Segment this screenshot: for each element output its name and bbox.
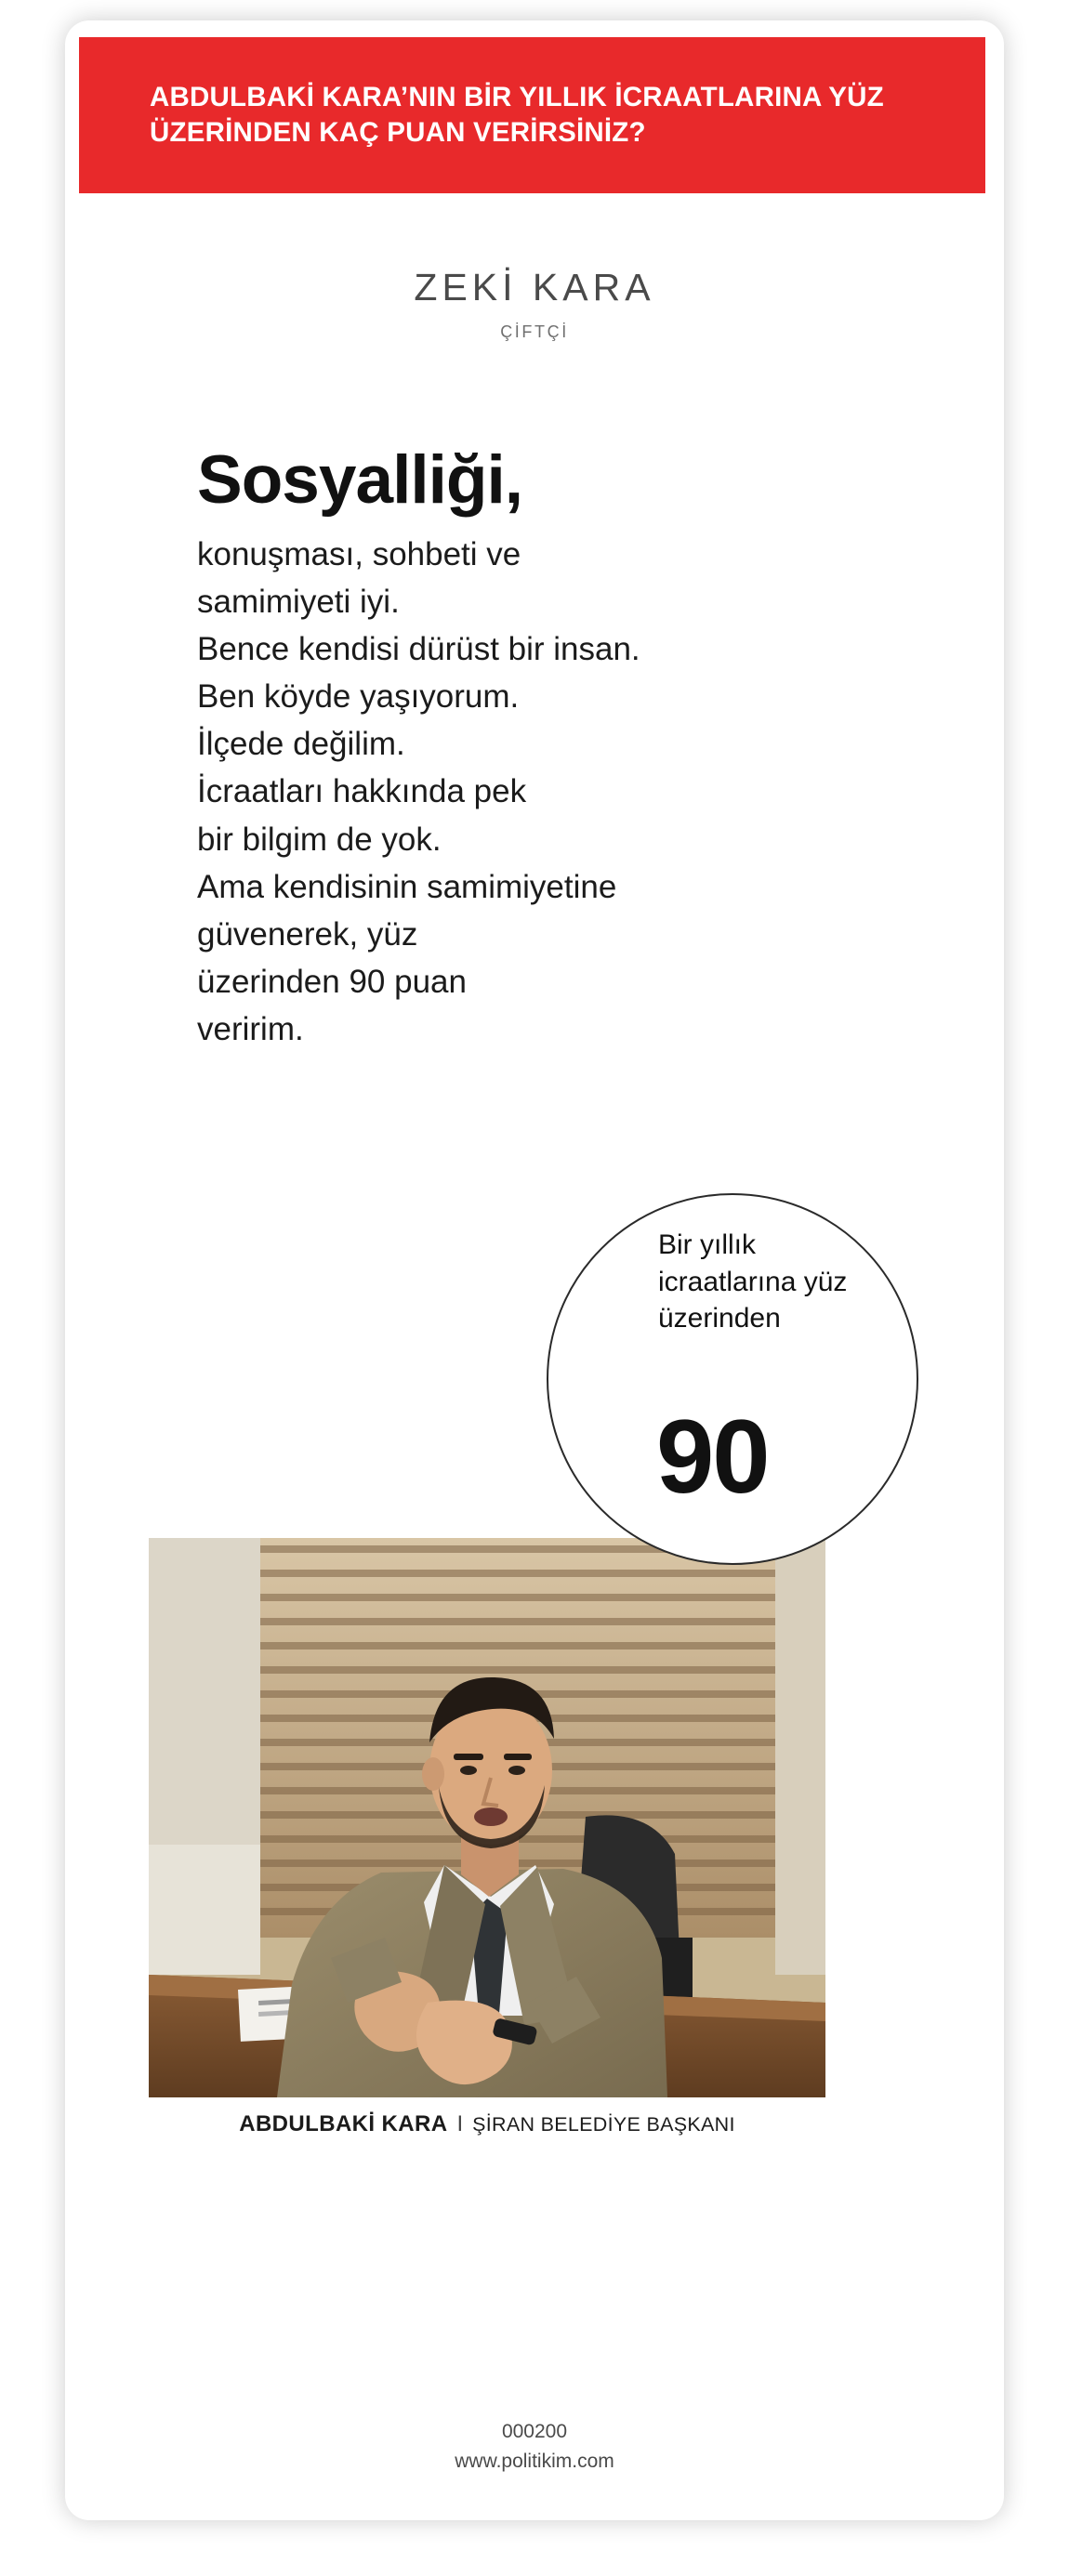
quote-lead: Sosyalliği, [197, 442, 523, 518]
quote-line: İcraatları hakkında pek [197, 773, 527, 810]
score-label: Bir yıllık icraatlarına yüz üzerinden [658, 1229, 848, 1334]
politician-photo [149, 1538, 825, 2097]
question-banner-text: ABDULBAKİ KARA’NIN BİR YILLIK İCRAATLARINA YÜZ ÜZERİNDEN KAÇ PUAN VERİRSİNİZ? [150, 82, 884, 148]
score-value: 90 [656, 1399, 769, 1515]
photo-caption [149, 2111, 825, 2137]
quote-line: Ben köyde yaşıyorum. [197, 678, 520, 716]
photo-caption-title: ŞİRAN BELEDİYE BAŞKANI [472, 2113, 735, 2136]
quote-line: konuşması, sohbeti ve [197, 536, 521, 572]
photo-caption-name: ABDULBAKİ KARA [239, 2111, 448, 2136]
quote-line: samimiyeti iyi. [197, 584, 400, 621]
respondent-name: ZEKİ KARA [414, 266, 655, 309]
question-banner [79, 37, 985, 193]
quote-line: İlçede değilim. [197, 726, 405, 763]
footer-url: www.politikim.com [455, 2451, 614, 2472]
respondent-role: ÇİFTÇİ [500, 322, 569, 341]
quote-line: bir bilgim de yok. [197, 821, 442, 858]
quote-line: Bence kendisi dürüst bir insan. [197, 631, 640, 668]
quote-line: Ama kendisinin samimiyetine [197, 868, 617, 905]
footer-code: 000200 [501, 2421, 568, 2442]
politician-photo-illustration [149, 1538, 825, 2097]
quote-line: veririm. [197, 1010, 304, 1047]
quote-block [197, 442, 792, 1053]
photo-caption-separator: I [456, 2111, 464, 2136]
quote-line: üzerinden 90 puan [197, 963, 467, 1000]
quote-line: güvenerek, yüz [197, 915, 418, 953]
